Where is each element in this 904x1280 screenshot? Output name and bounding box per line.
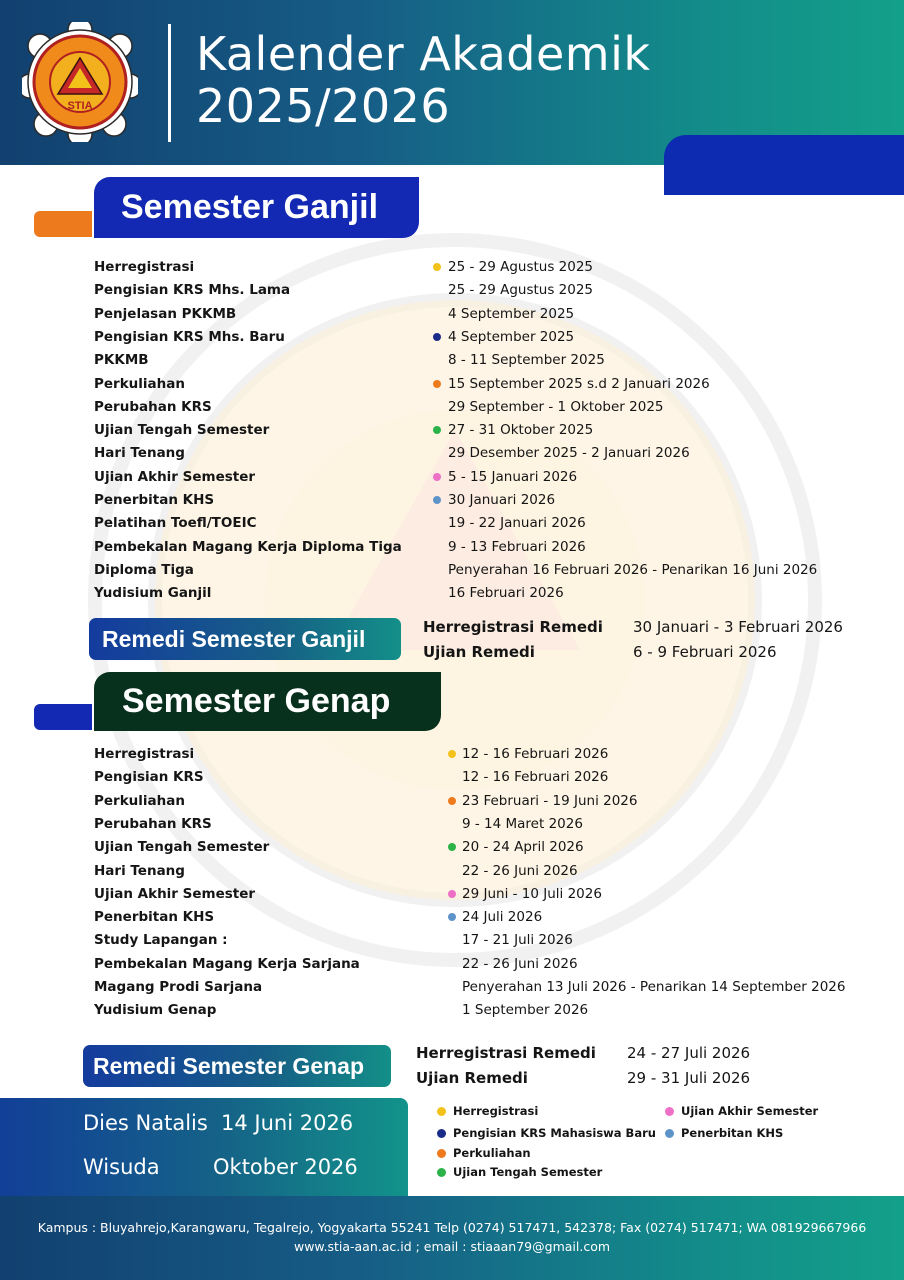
remedi-genap-row [416, 1066, 836, 1090]
legend-label: Ujian Akhir Semester [681, 1104, 819, 1118]
remedi-genap-row [416, 1041, 836, 1065]
events-info-box [0, 1098, 408, 1198]
schedule-label: Pelatihan Toefl/TOEIC [94, 515, 257, 532]
header-accent-tab [664, 135, 904, 195]
legend-dot-icon [433, 333, 441, 341]
footer [0, 1196, 904, 1280]
dies-natalis-date: 14 Juni 2026 [221, 1111, 354, 1135]
schedule-date: 25 - 29 Agustus 2025 [448, 282, 594, 299]
schedule-row [94, 373, 854, 395]
legend-dot-icon [433, 263, 441, 271]
title-line-1: Kalender Akademik [196, 27, 651, 81]
remedi-ganjil-row [423, 640, 843, 664]
schedule-row [94, 836, 854, 858]
schedule-date: 29 September - 1 Oktober 2025 [448, 398, 664, 415]
schedule-row [94, 906, 854, 928]
schedule-label: Herregistrasi [94, 259, 195, 275]
schedule-label: Penerbitan KHS [94, 909, 215, 926]
genap-accent-bar [34, 704, 92, 730]
remedi-genap-label: Herregistrasi Remedi [416, 1044, 596, 1062]
schedule-date: 4 September 2025 [448, 328, 575, 345]
schedule-label: Pembekalan Magang Kerja Diploma Tiga [94, 538, 402, 555]
schedule-date: 17 - 21 Juli 2026 [462, 932, 573, 949]
remedi-ganjil-heading [89, 618, 401, 660]
schedule-row [94, 466, 854, 488]
schedule-row [94, 256, 854, 278]
legend-label: Ujian Tengah Semester [453, 1165, 603, 1179]
legend-dot-icon [437, 1149, 446, 1158]
schedule-row [94, 582, 854, 604]
schedule-date: 24 Juli 2026 [462, 909, 543, 926]
schedule-date: 23 Februari - 19 Juni 2026 [462, 792, 638, 809]
schedule-date: 22 - 26 Juni 2026 [462, 955, 578, 972]
schedule-label: Ujian Tengah Semester [94, 839, 270, 856]
schedule-date: 15 September 2025 s.d 2 Januari 2026 [448, 375, 710, 392]
schedule-label: Perubahan KRS [94, 815, 212, 832]
legend-dot-icon [433, 496, 441, 504]
legend-dot-icon [448, 797, 456, 805]
schedule-row [94, 976, 854, 998]
schedule-label: Penjelasan PKKMB [94, 305, 237, 322]
remedi-genap-label: Ujian Remedi [416, 1069, 528, 1087]
schedule-date: 29 Desember 2025 - 2 Januari 2026 [448, 445, 690, 462]
schedule-date: 8 - 11 September 2025 [448, 352, 605, 369]
legend-item [665, 1103, 885, 1119]
schedule-label: Penerbitan KHS [94, 492, 215, 508]
schedule-label: Magang Prodi Sarjana [94, 979, 263, 995]
remedi-ganjil-heading-text: Remedi Semester Ganjil [102, 625, 366, 652]
legend-label: Pengisian KRS Mahasiswa Baru [453, 1126, 656, 1140]
schedule-label: Ujian Akhir Semester [94, 468, 256, 485]
legend-label: Perkuliahan [453, 1146, 531, 1160]
legend-item [437, 1103, 657, 1119]
remedi-genap-heading [83, 1045, 391, 1087]
legend-dot-icon [448, 843, 456, 851]
schedule-label: Pengisian KRS Mhs. Baru [94, 328, 285, 345]
schedule-label: Ujian Akhir Semester [94, 885, 256, 902]
schedule-date: 19 - 22 Januari 2026 [448, 515, 586, 532]
schedule-date: 9 - 14 Maret 2026 [462, 815, 583, 832]
schedule-row [94, 326, 854, 348]
legend-dot-icon [437, 1168, 446, 1177]
remedi-ganjil-date: 30 Januari - 3 Februari 2026 [633, 618, 843, 636]
schedule-row [94, 279, 854, 301]
schedule-date: Penyerahan 13 Juli 2026 - Penarikan 14 September 2026 [462, 979, 846, 995]
schedule-row [94, 349, 854, 371]
legend-label: Herregistrasi [453, 1104, 539, 1118]
schedule-date: 9 - 13 Februari 2026 [448, 538, 586, 555]
svg-text:STIA: STIA [67, 100, 93, 112]
schedule-label: Pengisian KRS Mhs. Lama [94, 282, 291, 299]
schedule-date: 29 Juni - 10 Juli 2026 [462, 885, 602, 902]
footer-contact: www.stia-aan.ac.id ; email : stiaaan79@gmail.com [293, 1239, 611, 1254]
legend-dot-icon [665, 1107, 674, 1116]
remedi-ganjil-row [423, 615, 843, 639]
schedule-label: Perkuliahan [94, 375, 185, 392]
schedule-label: Ujian Tengah Semester [94, 422, 270, 439]
schedule-date: 12 - 16 Februari 2026 [462, 769, 609, 786]
schedule-date: 16 Februari 2026 [448, 585, 564, 602]
footer-address: Kampus : Bluyahrejo,Karangwaru, Tegalrejo, Yogyakarta 55241 Telp (0274) 517471, 542378; Fax (0274) 517471; WA 081929667966 [37, 1220, 867, 1235]
schedule-date: 20 - 24 April 2026 [462, 839, 584, 856]
semester-ganjil-heading [94, 177, 419, 238]
dies-natalis-label: Dies Natalis [83, 1111, 208, 1135]
legend-dot-icon [665, 1129, 674, 1138]
schedule-label: Perubahan KRS [94, 398, 212, 415]
remedi-ganjil-date: 6 - 9 Februari 2026 [633, 643, 777, 661]
schedule-date: 5 - 15 Januari 2026 [448, 468, 578, 485]
legend-label: Penerbitan KHS [681, 1126, 784, 1140]
legend-dot-icon [448, 913, 456, 921]
schedule-row [94, 929, 854, 951]
legend-dot-icon [433, 380, 441, 388]
wisuda-date: Oktober 2026 [213, 1155, 358, 1179]
legend-item [665, 1125, 885, 1141]
schedule-row [94, 489, 854, 511]
semester-genap-heading [94, 672, 441, 731]
schedule-label: Study Lapangan : [94, 932, 228, 949]
schedule-date: 22 - 26 Juni 2026 [462, 862, 578, 879]
schedule-row [94, 419, 854, 441]
legend-dot-icon [433, 473, 441, 481]
remedi-ganjil-label: Herregistrasi Remedi [423, 618, 603, 636]
wisuda-label: Wisuda [83, 1155, 160, 1179]
page-title [196, 28, 651, 132]
schedule-label: Diploma Tiga [94, 561, 194, 578]
schedule-date: Penyerahan 16 Februari 2026 - Penarikan 16 Juni 2026 [448, 561, 818, 578]
schedule-date: 25 - 29 Agustus 2025 [448, 259, 594, 275]
schedule-row [94, 536, 854, 558]
remedi-ganjil-label: Ujian Remedi [423, 643, 535, 661]
schedule-date: 12 - 16 Februari 2026 [462, 746, 609, 762]
schedule-label: Hari Tenang [94, 445, 185, 462]
schedule-label: Yudisium Ganjil [94, 585, 212, 602]
schedule-row [94, 999, 854, 1021]
stia-seal-icon [22, 22, 138, 142]
remedi-genap-date: 24 - 27 Juli 2026 [627, 1044, 751, 1062]
title-line-2: 2025/2026 [196, 79, 451, 133]
semester-ganjil-heading-text: Semester Ganjil [121, 188, 379, 226]
schedule-row [94, 303, 854, 325]
schedule-row [94, 813, 854, 835]
remedi-genap-date: 29 - 31 Juli 2026 [627, 1069, 751, 1087]
schedule-date: 30 Januari 2026 [448, 492, 556, 508]
schedule-row [94, 766, 854, 788]
schedule-label: Pengisian KRS [94, 769, 204, 786]
schedule-row [94, 442, 854, 464]
ganjil-accent-bar [34, 211, 92, 237]
schedule-label: Yudisium Genap [94, 1002, 217, 1019]
schedule-label: Pembekalan Magang Kerja Sarjana [94, 955, 360, 972]
schedule-date: 4 September 2025 [448, 305, 575, 322]
schedule-row [94, 743, 854, 765]
schedule-date: 27 - 31 Oktober 2025 [448, 422, 594, 439]
schedule-date: 1 September 2026 [462, 1002, 589, 1019]
legend-item [437, 1164, 657, 1180]
schedule-row [94, 953, 854, 975]
schedule-label: Hari Tenang [94, 862, 185, 879]
schedule-label: PKKMB [94, 352, 149, 369]
schedule-row [94, 559, 854, 581]
semester-genap-heading-text: Semester Genap [122, 682, 391, 720]
schedule-row [94, 512, 854, 534]
legend-dot-icon [448, 750, 456, 758]
legend-dot-icon [437, 1129, 446, 1138]
legend-dot-icon [433, 426, 441, 434]
legend-item [437, 1125, 657, 1141]
schedule-label: Herregistrasi [94, 746, 195, 762]
header-divider [168, 24, 171, 142]
remedi-genap-heading-text: Remedi Semester Genap [93, 1052, 365, 1079]
schedule-row [94, 790, 854, 812]
legend-item [437, 1145, 657, 1161]
legend-dot-icon [437, 1107, 446, 1116]
schedule-label: Perkuliahan [94, 792, 185, 809]
schedule-row [94, 883, 854, 905]
schedule-row [94, 396, 854, 418]
legend-dot-icon [448, 890, 456, 898]
schedule-row [94, 860, 854, 882]
